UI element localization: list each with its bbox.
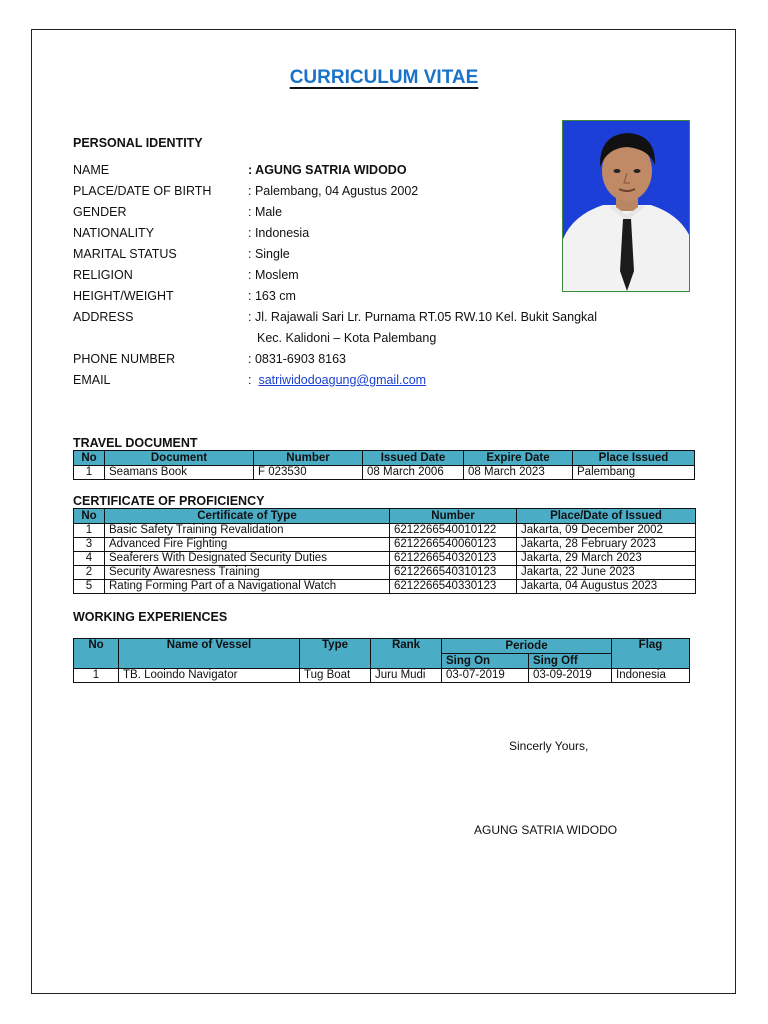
header-no: No xyxy=(74,639,119,669)
email-link[interactable]: satriwidodoagung@gmail.com xyxy=(258,373,427,387)
table-header-row xyxy=(74,451,695,466)
cell-expire-date: 08 March 2023 xyxy=(464,466,573,480)
label-address: ADDRESS xyxy=(73,310,134,324)
table-header-row xyxy=(74,509,696,524)
cell-place-date: Jakarta, 22 June 2023 xyxy=(517,566,696,580)
section-personal-identity: PERSONAL IDENTITY xyxy=(73,136,203,150)
value-name: : AGUNG SATRIA WIDODO xyxy=(248,163,407,177)
cell-rank: Juru Mudi xyxy=(371,669,442,683)
cell-no: 4 xyxy=(74,552,105,566)
label-phone: PHONE NUMBER xyxy=(73,352,176,366)
cell-certificate: Seaferers With Designated Security Duties xyxy=(105,552,390,566)
email-prefix: : xyxy=(248,373,252,387)
cell-no: 1 xyxy=(74,669,119,683)
cell-number: 6212266540330123 xyxy=(390,580,517,594)
header-flag: Flag xyxy=(612,639,690,669)
label-marital-status: MARITAL STATUS xyxy=(73,247,177,261)
table-row xyxy=(74,466,695,480)
header-rank: Rank xyxy=(371,639,442,669)
cell-vessel-name: TB. Looindo Navigator xyxy=(119,669,300,683)
cell-type: Tug Boat xyxy=(300,669,371,683)
header-number: Number xyxy=(254,451,363,466)
cell-certificate: Advanced Fire Fighting xyxy=(105,538,390,552)
value-address-line1: : Jl. Rajawali Sari Lr. Purnama RT.05 RW.10 Kel. Bukit Sangkal xyxy=(248,310,598,324)
header-place-issued: Place Issued xyxy=(573,451,695,466)
cell-flag: Indonesia xyxy=(612,669,690,683)
section-travel-document: TRAVEL DOCUMENT xyxy=(73,436,198,450)
document-title: CURRICULUM VITAE xyxy=(289,67,479,88)
header-issued-date: Issued Date xyxy=(363,451,464,466)
table-row xyxy=(74,566,696,580)
value-nationality: : Indonesia xyxy=(248,226,310,240)
label-religion: RELIGION xyxy=(73,268,133,282)
travel-document-table xyxy=(73,450,695,480)
cell-number: 6212266540010122 xyxy=(390,524,517,538)
cell-certificate: Basic Safety Training Revalidation xyxy=(105,524,390,538)
label-name: NAME xyxy=(73,163,110,177)
cell-place-issued: Palembang xyxy=(573,466,695,480)
header-vessel-name: Name of Vessel xyxy=(119,639,300,669)
cell-sign-off: 03-09-2019 xyxy=(529,669,612,683)
cell-number: 6212266540310123 xyxy=(390,566,517,580)
section-working-experiences: WORKING EXPERIENCES xyxy=(73,610,228,624)
working-experience-table xyxy=(73,638,690,683)
cell-no: 2 xyxy=(74,566,105,580)
cell-place-date: Jakarta, 09 December 2002 xyxy=(517,524,696,538)
header-no: No xyxy=(74,451,105,466)
certificate-table xyxy=(73,508,696,594)
cell-number: 6212266540060123 xyxy=(390,538,517,552)
header-expire-date: Expire Date xyxy=(464,451,573,466)
value-height-weight: : 163 cm xyxy=(248,289,296,303)
cell-number: F 023530 xyxy=(254,466,363,480)
table-header-row xyxy=(74,639,690,654)
value-birth: : Palembang, 04 Agustus 2002 xyxy=(248,184,419,198)
header-sign-on: Sing On xyxy=(442,654,529,669)
value-gender: : Male xyxy=(248,205,283,219)
label-birth: PLACE/DATE OF BIRTH xyxy=(73,184,212,198)
header-sign-off: Sing Off xyxy=(529,654,612,669)
label-email: EMAIL xyxy=(73,373,111,387)
cell-place-date: Jakarta, 28 February 2023 xyxy=(517,538,696,552)
header-document: Document xyxy=(105,451,254,466)
value-email xyxy=(248,373,426,387)
label-gender: GENDER xyxy=(73,205,127,219)
label-nationality: NATIONALITY xyxy=(73,226,155,240)
cell-certificate: Security Awaresness Training xyxy=(105,566,390,580)
signature-name: AGUNG SATRIA WIDODO xyxy=(474,823,618,837)
cell-no: 5 xyxy=(74,580,105,594)
section-certificate-of-proficiency: CERTIFICATE OF PROFICIENCY xyxy=(73,494,265,508)
value-phone: : 0831-6903 8163 xyxy=(248,352,347,366)
cell-place-date: Jakarta, 04 Augustus 2023 xyxy=(517,580,696,594)
table-row xyxy=(74,538,696,552)
cell-document: Seamans Book xyxy=(105,466,254,480)
cell-issued-date: 08 March 2006 xyxy=(363,466,464,480)
value-marital-status: : Single xyxy=(248,247,290,261)
value-religion: : Moslem xyxy=(248,268,299,282)
cell-certificate: Rating Forming Part of a Navigational Watch xyxy=(105,580,390,594)
cell-no: 1 xyxy=(74,466,105,480)
table-row xyxy=(74,552,696,566)
cell-place-date: Jakarta, 29 March 2023 xyxy=(517,552,696,566)
table-row xyxy=(74,669,690,683)
table-row xyxy=(74,580,696,594)
cell-no: 3 xyxy=(74,538,105,552)
value-address-line2: Kec. Kalidoni – Kota Palembang xyxy=(257,331,437,345)
header-place-date-issued: Place/Date of Issued xyxy=(517,509,696,524)
table-row xyxy=(74,524,696,538)
label-height-weight: HEIGHT/WEIGHT xyxy=(73,289,174,303)
closing-greeting: Sincerly Yours, xyxy=(509,739,589,753)
header-certificate-type: Certificate of Type xyxy=(105,509,390,524)
cell-number: 6212266540320123 xyxy=(390,552,517,566)
cell-no: 1 xyxy=(74,524,105,538)
header-no: No xyxy=(74,509,105,524)
header-periode: Periode xyxy=(442,639,612,654)
portrait-image xyxy=(563,121,690,292)
header-number: Number xyxy=(390,509,517,524)
profile-photo xyxy=(562,120,690,292)
header-type: Type xyxy=(300,639,371,669)
cell-sign-on: 03-07-2019 xyxy=(442,669,529,683)
